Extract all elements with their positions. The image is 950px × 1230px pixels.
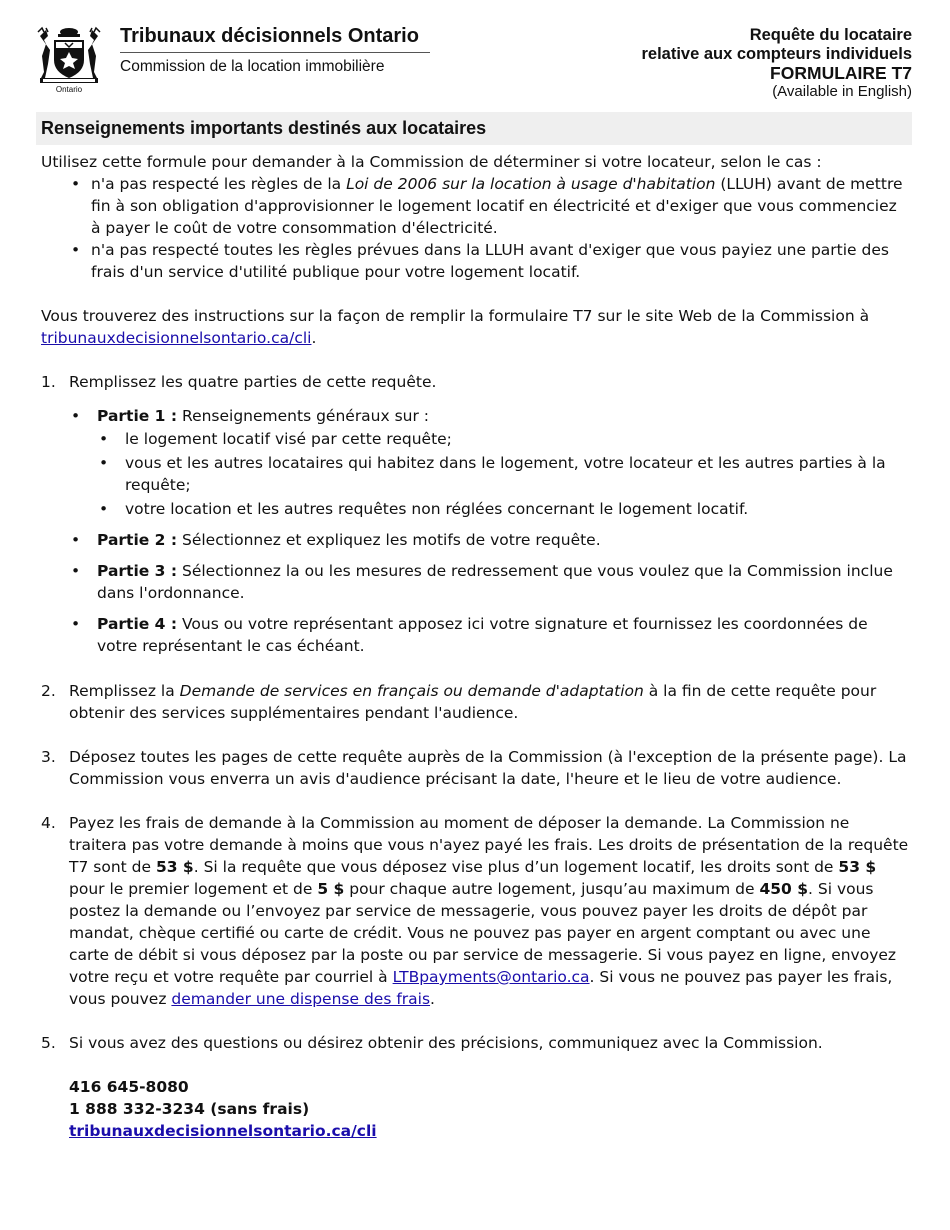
intro-bullet-2: • n'a pas respecté toutes les règles prévues dans la LLUH avant d'exiger que vous payiez une partie des frais d'un service d'utilité publique pour votre logement locatif. — [69, 239, 910, 283]
contact-tollfree: 1 888 332-3234 (sans frais) — [69, 1100, 310, 1118]
part-1-sub-1: • le logement locatif visé par cette requête; — [97, 428, 910, 450]
step-5-text: Si vous avez des questions ou désirez obtenir des précisions, communiquez avec la Commission. — [69, 1034, 823, 1052]
step-2-post: à la fin de cette requête pour obtenir des services supplémentaires pendant l'audience. — [69, 682, 877, 722]
step-5 — [41, 1032, 910, 1054]
intro-bullet-list — [69, 173, 910, 283]
part-2-label: Partie 2 : — [97, 531, 178, 549]
payments-email-link[interactable]: LTBpayments@ontario.ca — [392, 968, 590, 986]
fee-text-4: pour chaque autre logement, jusqu’au maximum de — [344, 880, 760, 898]
fee-text-1: Payez les frais de demande à la Commission au moment de déposer la demande. La Commission ne traitera pas votre demande à moins que vous n'ayez payé les frais. Les droits de présentation de la requête T7 sont de — [69, 814, 909, 876]
step-3 — [41, 746, 910, 790]
step-4-number: 4. — [41, 814, 56, 832]
part-1-item — [69, 405, 910, 520]
french-services-form-title: Demande de services en français ou demande d'adaptation — [179, 682, 644, 700]
fee-text-6: . Si vous ne pouvez pas payer les frais, vous pouvez — [69, 968, 893, 1008]
part-1-sub-3: • votre location et les autres requêtes non réglées concernant le logement locatif. — [97, 498, 910, 520]
step-4 — [41, 812, 910, 1010]
fee-amount-maximum: 450 $ — [759, 880, 809, 898]
step-1-number: 1. — [41, 373, 56, 391]
part-3-label: Partie 3 : — [97, 562, 178, 580]
step-1 — [41, 371, 910, 393]
fee-amount-each-unit: 5 $ — [317, 880, 345, 898]
fee-text-2: . Si la requête que vous déposez vise plus d’un logement locatif, les droits sont de — [193, 858, 839, 876]
fee-text-7: . — [430, 990, 435, 1008]
contact-website-link[interactable]: tribunauxdecisionnelsontario.ca/cli — [69, 1122, 377, 1140]
step-4-text — [69, 812, 910, 1010]
part-4-label: Partie 4 : — [97, 615, 178, 633]
part-4-item — [69, 613, 910, 657]
step-3-text: Déposez toutes les pages de cette requête auprès de la Commission (à l'exception de la présente page). La Commission vous enverra un avis d'audience précisant la date, l'heure et le lieu de votre audience. — [69, 748, 907, 788]
step-1-text: Remplissez les quatre parties de cette requête. — [69, 373, 437, 391]
part-1-sublist — [97, 428, 910, 520]
document-body — [41, 151, 910, 1142]
fee-waiver-link[interactable]: demander une dispense des frais — [171, 990, 431, 1008]
instructions-end: . — [311, 329, 317, 347]
intro-bullet-1 — [69, 173, 910, 239]
parts-list — [69, 405, 910, 657]
header-divider — [120, 52, 430, 53]
form-title-block — [641, 26, 912, 100]
step-2-number: 2. — [41, 682, 56, 700]
fee-text-3: pour le premier logement et de — [69, 880, 318, 898]
ontario-coat-of-arms-logo — [36, 26, 102, 94]
part-2-item — [69, 529, 910, 551]
step-5-number: 5. — [41, 1034, 56, 1052]
contact-block — [41, 1076, 910, 1142]
intro-bullet-1-pre: n'a pas respecté les règles de la — [91, 175, 347, 193]
part-3-text: Sélectionnez la ou les mesures de redressement que vous voulez que la Commission inclue dans l'ordonnance. — [97, 562, 893, 602]
language-note: (Available in English) — [772, 83, 912, 100]
step-3-number: 3. — [41, 748, 56, 766]
intro-lead: Utilisez cette formule pour demander à la Commission de déterminer si votre locateur, selon le cas : — [41, 153, 822, 171]
step-2-pre: Remplissez la — [69, 682, 180, 700]
part-1-label: Partie 1 : — [97, 407, 178, 425]
page-header — [36, 22, 912, 104]
contact-phone: 416 645-8080 — [69, 1078, 189, 1096]
form-title-line2: relative aux compteurs individuels — [641, 45, 912, 63]
form-title-line1: Requête du locataire — [749, 26, 912, 44]
organization-name: Tribunaux décisionnels Ontario — [120, 25, 419, 47]
part-3-item — [69, 560, 910, 604]
fee-amount-t7: 53 $ — [155, 858, 194, 876]
instructions-paragraph — [41, 305, 910, 349]
step-2 — [41, 680, 910, 724]
fee-amount-first-unit: 53 $ — [838, 858, 877, 876]
intro-bullet-1-post: (LLUH) avant de mettre fin à son obligation d'approvisionner le logement locatif en électricité et d'exiger que vous commenciez à payer le coût de votre consommation d'électricité. — [91, 175, 903, 237]
part-4-text: Vous ou votre représentant apposez ici votre signature et fournissez les coordonnées de votre représentant le cas échéant. — [97, 615, 868, 655]
instructions-link[interactable]: tribunauxdecisionnelsontario.ca/cli — [41, 329, 312, 347]
statute-title: Loi de 2006 sur la location à usage d'habitation — [346, 175, 716, 193]
part-1-text: Renseignements généraux sur : — [177, 407, 430, 425]
part-2-text: Sélectionnez et expliquez les motifs de votre requête. — [177, 531, 601, 549]
instructions-text: Vous trouverez des instructions sur la façon de remplir la formulaire T7 sur le site Web de la Commission à — [41, 307, 870, 325]
fee-text-5: . Si vous postez la demande ou l’envoyez par service de messagerie, vous pouvez payer les droits de dépôt par mandat, chèque certifié ou carte de crédit. Vous ne pouvez pas payer en argent comptant ou avec une carte de débit si vous déposez par la poste ou par service de messagerie. Si vous payez en ligne, envoyez votre reçu et votre requête par courriel à — [69, 880, 897, 986]
part-1-sub-2: • vous et les autres locataires qui habitez dans le logement, votre locateur et les autres parties à la requête; — [97, 452, 910, 496]
organization-subtitle: Commission de la location immobilière — [120, 58, 385, 75]
organization-block — [120, 22, 430, 77]
logo-caption: Ontario — [55, 85, 83, 94]
section-heading: Renseignements importants destinés aux locataires — [36, 112, 912, 145]
form-code: FORMULAIRE T7 — [770, 63, 912, 83]
